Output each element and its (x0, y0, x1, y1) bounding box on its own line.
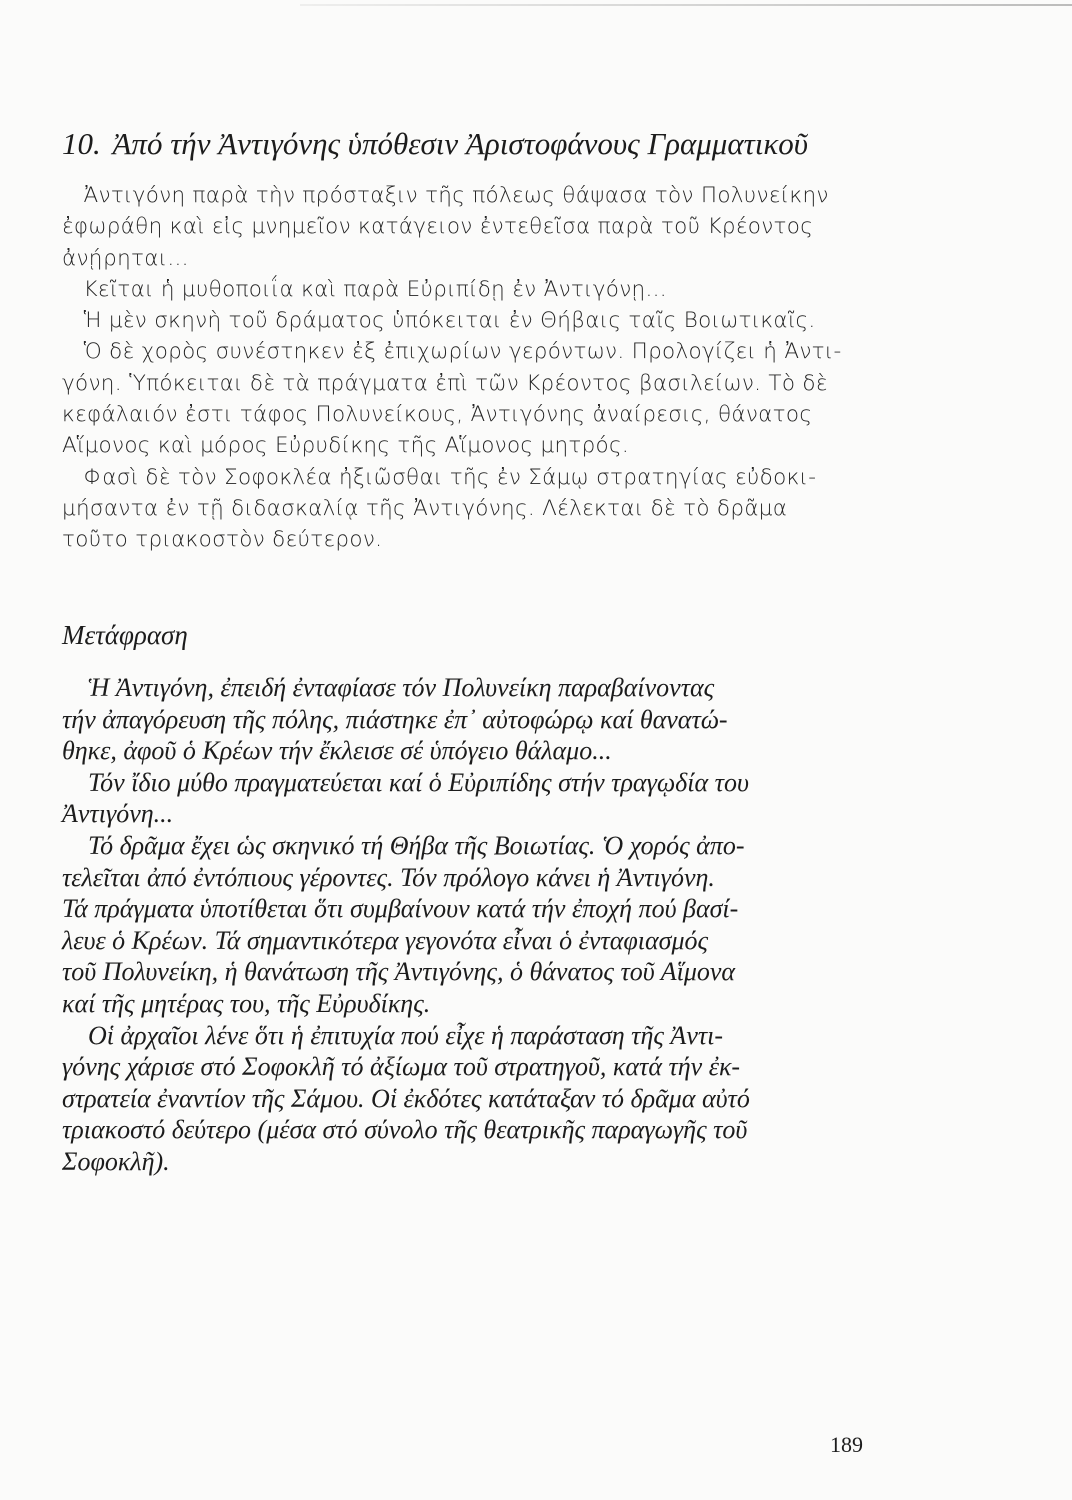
original-line: ἀνῄρηται... (62, 245, 189, 271)
page-number: 189 (830, 1432, 863, 1457)
original-line: ἐφωράθη καὶ εἰς μνημεῖον κατάγειον ἐντεθεῖσα παρὰ τοῦ Κρέοντος (62, 214, 814, 240)
original-line: τοῦτο τριακοστὸν δεύτερον. (62, 527, 383, 553)
original-line: Ἡ μὲν σκηνὴ τοῦ δράματος ὑπόκειται ἐν Θήβαις ταῖς Βοιωτικαῖς. (83, 308, 816, 334)
original-text (62, 180, 882, 556)
section-title: Ἀπό τήν Ἀντιγόνης ὑπόθεσιν Ἀριστοφάνους Γραμματικοῦ (112, 126, 808, 161)
original-line: Κεῖται ἡ μυθοποιΐα καὶ παρὰ Εὐριπίδῃ ἐν Ἀντιγόνῃ... (83, 276, 667, 302)
translation-line: καί τῆς μητέρας του, τῆς Εὐρυδίκης. (62, 988, 431, 1018)
translation-line: Τό δρᾶμα ἔχει ὡς σκηνικό τή Θήβα τῆς Βοιωτίας. Ὁ χορός ἀπο- (88, 830, 745, 860)
original-line: γόνη. Ὑπόκειται δὲ τὰ πράγματα ἐπὶ τῶν Κρέοντος βασιλείων. Τὸ δὲ (62, 370, 828, 396)
translation-line: στρατεία ἐναντίον τῆς Σάμου. Οἱ ἐκδότες κατάταξαν τό δρᾶμα αὐτό (62, 1083, 750, 1113)
translation-line: Σοφοκλῆ). (62, 1146, 170, 1176)
original-line: μήσαντα ἐν τῇ διδασκαλίᾳ τῆς Ἀντιγόνης. Λέλεκται δὲ τὸ δρᾶμα (62, 495, 788, 521)
translation-line: τήν ἀπαγόρευση τῆς πόλης, πιάστηκε ἐπ᾽ αὐτοφώρῳ καί θανατώ- (62, 704, 728, 734)
translation-text (62, 672, 892, 1178)
translation-line: Ἡ Ἀντιγόνη, ἐπειδή ἐνταφίασε τόν Πολυνείκη παραβαίνοντας (88, 673, 715, 702)
scan-edge-line (300, 4, 1072, 6)
original-line: κεφάλαιόν ἐστι τάφος Πολυνείκους, Ἀντιγόνης ἀναίρεσις, θάνατος (62, 402, 813, 428)
original-line: Ἀντιγόνη παρὰ τὴν πρόσταξιν τῆς πόλεως θάψασα τὸν Πολυνείκην (83, 183, 829, 208)
translation-line: γόνης χάρισε στό Σοφοκλῆ τό ἀξίωμα τοῦ στρατηγοῦ, κατά τήν ἐκ- (62, 1052, 741, 1082)
translation-line: τοῦ Πολυνείκη, ἡ θανάτωση τῆς Ἀντιγόνης, ὁ θάνατος τοῦ Αἵμονα (62, 957, 736, 987)
original-line: Αἵμονος καὶ μόρος Εὐρυδίκης τῆς Αἵμονος μητρός. (62, 433, 630, 459)
original-line: Φασὶ δὲ τὸν Σοφοκλέα ἠξιῶσθαι τῆς ἐν Σάμῳ στρατηγίας εὐδοκι- (83, 464, 817, 490)
section-heading (62, 126, 942, 162)
translation-line: Τά πράγματα ὑποτίθεται ὅτι συμβαίνουν κατά τήν ἐποχή πού βασί- (62, 894, 739, 924)
translation-heading: Μετάφραση (62, 620, 188, 650)
translation-line: Οἱ ἀρχαῖοι λένε ὅτι ἡ ἐπιτυχία πού εἶχε ἡ παράσταση τῆς Ἀντι- (88, 1020, 724, 1050)
translation-line: λευε ὁ Κρέων. Τά σημαντικότερα γεγονότα εἶναι ὁ ἐνταφιασμός (62, 925, 709, 955)
translation-line: τριακοστό δεύτερο (μέσα στό σύνολο τῆς θεατρικῆς παραγωγῆς τοῦ (62, 1115, 748, 1145)
original-line: Ὁ δὲ χορὸς συνέστηκεν ἐξ ἐπιχωρίων γερόντων. Προλογίζει ἡ Ἀντι- (83, 339, 842, 365)
translation-line: τελεῖται ἀπό ἐντόπιους γέροντες. Τόν πρόλογο κάνει ἡ Ἀντιγόνη. (62, 862, 715, 892)
translation-line: Ἀντιγόνη... (62, 799, 174, 829)
translation-line: Τόν ἴδιο μύθο πραγματεύεται καί ὁ Εὐριπίδης στήν τραγῳδία του (88, 767, 749, 797)
translation-line: θηκε, ἀφοῦ ὁ Κρέων τήν ἔκλεισε σέ ὑπόγειο θάλαμο... (62, 736, 612, 766)
section-number: 10. (62, 126, 101, 161)
